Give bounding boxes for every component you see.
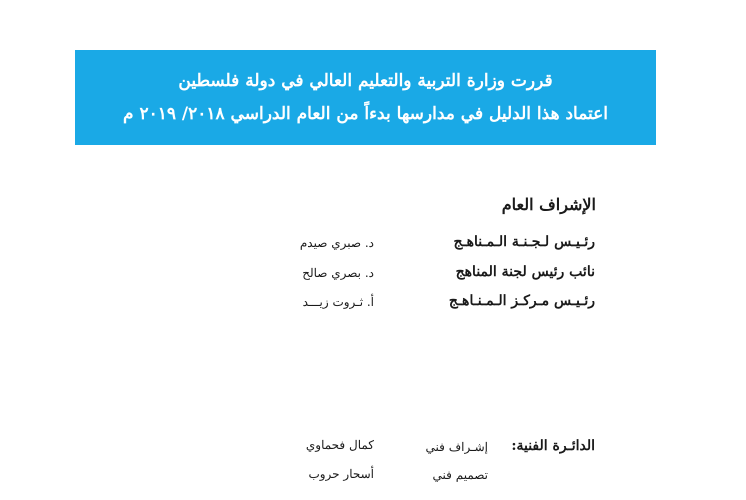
role-curriculum-committee-head: رئـيـس لـجـنـة الـمـناهـج xyxy=(453,234,595,250)
banner-line-2: اعتماد هذا الدليل في مدارسها بدءاً من العام الدراسي ٢٠١٨/ ٢٠١٩ م xyxy=(122,103,609,124)
header-banner xyxy=(75,50,656,145)
person-curriculum-center-head: أ. ثـروت زيـــد xyxy=(302,295,374,309)
person-curriculum-committee-head: د. صبري صيدم xyxy=(299,236,374,250)
technical-dept-label: الدائـرة الفنية: xyxy=(511,438,595,454)
role-technical-design: تصميم فني xyxy=(432,468,488,482)
role-curriculum-center-head: رئـيـس مـركـز الـمـنـاهـج xyxy=(448,293,595,309)
supervision-title: الإشراف العام xyxy=(501,195,596,214)
person-curriculum-committee-deputy: د. بصري صالح xyxy=(302,266,374,280)
banner-line-1: قررت وزارة التربية والتعليم العالي في دولة فلسطين xyxy=(178,71,553,92)
role-curriculum-committee-deputy: نائب رئيس لجنة المناهج xyxy=(455,264,595,280)
person-technical-supervision: كمال فحماوي xyxy=(305,438,374,452)
person-technical-design: أسحار حروب xyxy=(308,467,374,481)
role-technical-supervision: إشـراف فني xyxy=(425,440,488,454)
